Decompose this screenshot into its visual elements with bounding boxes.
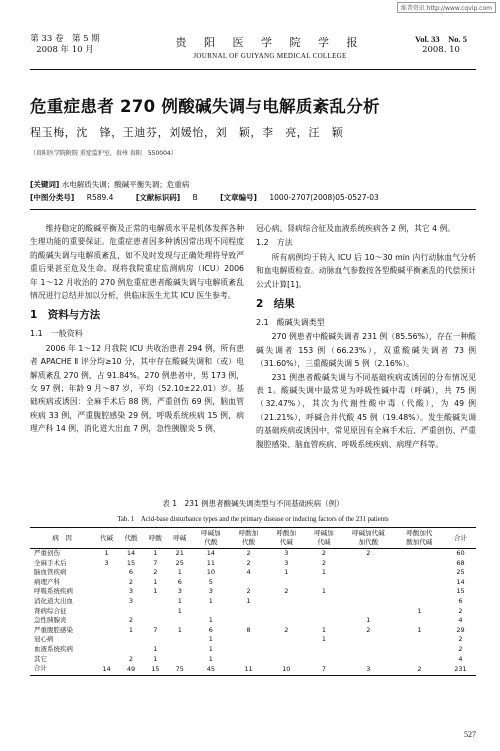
table-cell: 6 [458,596,463,605]
table-cell: 3 [128,587,134,596]
table-row [30,578,476,588]
table-cell: 231 [445,664,476,675]
clc-label: [中图分类号] [30,193,75,202]
table-cell: 3 [343,664,394,675]
column-header: 呼酸加 代酸 [230,528,268,549]
row-label-cell: 合计 [30,664,94,675]
column-header: 呼碱加 代碱 [305,528,343,549]
table-cell: 1 [321,625,327,634]
table-cell [230,645,268,655]
table-cell: 1 [366,616,371,625]
table-cell: 1 [246,596,251,605]
table-cell [267,607,305,617]
table-cell: 4 [458,654,463,663]
table-cell [394,635,445,645]
table-cell: 2 [458,635,463,644]
table-cell: 14 [94,664,118,675]
row-label-cell: 病理产科 [34,577,60,586]
column-header: 呼碱加代碱 加代酸 [343,528,394,549]
table-caption-en: Tab. 1 Acid-base disturbance types and the primary disease or inducing factors of the 231 patients [117,516,389,523]
table-cell: 6 [177,577,182,586]
table-cell [119,635,143,645]
table-cell: 15 [126,558,136,567]
watermark[interactable]: 维普资讯 http://www.cqvip.com [397,2,496,13]
table-cell [394,568,445,578]
table-cell: 7 [153,558,158,567]
table-cell: 25 [456,568,465,577]
table-cell: 2 [458,606,463,615]
table-cell: 68 [456,558,465,567]
page-number: 527 [464,730,476,739]
table-cell [305,645,343,655]
row-label-cell: 全麻手术后 [34,558,67,567]
row-label-cell: 呼吸系统疾病 [34,587,73,596]
table-cell [119,607,143,617]
journal-name-en: JOURNAL OF GUIYANG MEDICAL COLLEGE [193,52,347,60]
table-cell: 1 [208,596,213,605]
table-cell: 14 [126,549,136,557]
table-cell [343,607,394,617]
issue-info-cn [30,34,100,56]
table-cell: 2 [246,549,251,557]
table-cell: 14 [456,577,465,586]
table-cell: 1 [321,635,327,644]
classification-row [30,191,399,204]
table-cell [394,616,445,626]
table-cell [230,635,268,645]
row-label-cell: 严重创伤 [34,549,60,557]
table-cell: 1 [208,616,213,625]
table-cell [94,655,118,665]
table-cell: 1 [177,568,182,577]
table-cell [192,607,230,617]
table-cell: 1 [208,635,213,644]
table-cell [305,616,343,626]
article-id-label: [文章编号] [220,193,257,202]
table-cell: 2 [128,577,134,586]
column-header: 呼酸加 代碱 [267,528,305,549]
table-cell [343,568,394,578]
table-cell [119,645,143,655]
divider [30,209,476,210]
table-row [30,635,476,645]
table-cell [230,616,268,626]
table-cell: 49 [119,664,143,675]
table-cell [94,635,118,645]
table-cell: 2 [246,558,251,567]
table-cell [394,578,445,588]
table-cell: 14 [206,549,215,557]
table-cell: 60 [456,549,465,557]
row-label-cell: 消化道大出血 [34,596,73,605]
table-cell [94,626,118,636]
table-cell: 1 [177,625,182,634]
table-cell [143,607,167,617]
table-cell: 2 [366,625,371,634]
table-cell: 15 [456,587,465,596]
table-cell: 1 [153,654,158,663]
running-header [30,34,476,70]
clc-value: R589.4 [86,193,114,202]
table-cell: 2 [458,644,463,653]
column-header: 呼酸加代 酸加代碱 [394,528,445,549]
table-total-row [30,664,476,675]
table-cell: 3 [284,558,289,567]
table-cell: 2 [321,558,327,567]
keywords-label: [关键词] [30,180,60,189]
section-heading-results: 2 结果 [256,298,295,311]
table-cell: 21 [175,549,184,557]
volume-issue-en: Vol. 33 No. 5 [414,34,468,44]
table-cell: 10 [206,568,215,577]
table-cell: 29 [456,625,465,634]
table-cell [94,616,118,626]
table-cell [343,597,394,607]
table-cell: 1 [208,644,213,653]
table-cell: 5 [208,577,213,586]
table-cell: 3 [104,558,109,567]
table-cell: 6 [208,625,213,634]
subsection-heading-method: 1.2 方法 [256,238,293,248]
journal-name [150,34,390,60]
table-cell: 1 [153,644,158,653]
table-cell: 11 [230,664,268,675]
table-cell [143,597,167,607]
table-cell [168,655,192,665]
table-cell [94,597,118,607]
table-cell: 2 [128,616,134,625]
column-header: 合计 [445,528,476,549]
table-cell: 45 [192,664,230,675]
table-cell [343,559,394,569]
table-cell [267,645,305,655]
general-data-paragraph: 2006 年 1～12 月我院 ICU 共收治患者 294 例，所有患者 APACHE Ⅱ 评分均≥10 分，其中存在酸碱失调和（或）电解质紊乱 270 例，占 91.84%。270 例患者中，男 173 例，女 97 例；年龄 9 月～87 岁，平均（52.10±22.01）岁。基础疾病或诱因：全麻手术后 88 例，严重创伤 69 例，脑血管疾病 33 例，严重腹腔感染 29 例，呼吸系统疾病 15 例，病理产科 14 例，消化道大出血 7 例，急性胰腺炎 5 例， [30,343,244,434]
intro-paragraph: 维持稳定的酸碱平衡及正常的电解质水平是机体发挥各种生理功能的重要保证。危重症患者因多种诱因常出现不同程度的酸碱失调与电解质紊乱，如不及时发现与正确处理将导致严重后果甚至危及生命。现将我院重症监测病房（ICU）2006 年 1～12 月收治的 270 例危重症患者酸碱失调与电解质紊乱情况进行总结并加以分析，供临床医生尤其 ICU 医生参考。 [30,224,244,301]
right-column [256,222,476,451]
table-cell [94,587,118,597]
table-cell: 1 [177,606,182,615]
table-cell [230,655,268,665]
table-cell: 1 [177,596,182,605]
table-row [30,549,476,559]
table-cell [230,607,268,617]
journal-name-cn: 贵 阳 医 学 院 学 报 [175,36,365,49]
table-cell [94,607,118,617]
table-cell: 2 [246,587,251,596]
table-cell [168,645,192,655]
table-cell: 7 [305,664,343,675]
table-cell: 8 [246,625,251,634]
table-cell: 2 [128,654,134,663]
table-cell: 3 [208,587,213,596]
table-cell: 1 [153,549,158,557]
table-cell [143,635,167,645]
table-cell [305,578,343,588]
table-cell: 3 [284,549,289,557]
table-cell [168,635,192,645]
doc-code-value: B [192,193,198,202]
table-cell [305,607,343,617]
subsection-heading-types: 2.1 酸碱失调类型 [256,318,325,328]
row-label-cell: 冠心病 [34,635,54,644]
table-cell [267,635,305,645]
column-header: 代碱 [94,528,118,549]
table-row [30,607,476,617]
table-cell: 2 [284,587,289,596]
results-paragraph-2: 231 例患者酸碱失调与不同基础疾病或诱因的分布情况见表 1。酸碱失调中最常见为呼吸性碱中毒（呼碱），共 75 例（32.47%），其次为代谢性酸中毒（代酸），为 49 例（21.21%），呼碱合并代酸 45 例（19.48%）。发生酸碱失调的基础疾病或诱因中，常见原因有全麻手术后、严重创伤、严重腹腔感染、脑血管疾病、呼吸系统疾病、病理产科等。 [256,372,476,449]
row-label-cell: 脑血管疾病 [34,568,67,577]
table-cell [94,578,118,588]
table-cell: 1 [417,606,422,615]
row-label-cell: 其它 [34,654,47,663]
article-title: 危重症患者 270 例酸碱失调与电解质紊乱分析 [30,97,380,116]
table-cell [267,578,305,588]
table-cell: 6 [128,568,134,577]
column-header: 代酸 [119,528,143,549]
column-header: 呼碱加 代酸 [192,528,230,549]
table-cell [94,645,118,655]
article-id-value: 1000-2707(2008)05-0527-03 [269,193,379,202]
table-cell [343,645,394,655]
row-label-cell: 严重腹腔感染 [34,625,73,634]
table-cell [267,616,305,626]
table-cell [230,578,268,588]
table-cell: 1 [153,577,158,586]
table-cell [394,597,445,607]
volume-issue-cn: 第 33 卷 第 5 期 [30,34,100,44]
table-cell: 1 [321,568,327,577]
table-row [30,587,476,597]
table-cell: 10 [267,664,305,675]
table-cell: 4 [246,568,251,577]
table-cell [94,568,118,578]
table-cell: 1 [284,568,289,577]
column-header: 病 因 [30,528,94,549]
table-cell: 75 [168,664,192,675]
table-cell [305,597,343,607]
keywords-text: 水电解质失调；酸碱平衡失调；危重病 [61,180,190,189]
doc-code-label: [文献标识码] [135,193,181,202]
continued-paragraph: 冠心病、肾病综合征及血液系统疾病各 2 例，其它 4 例。 [256,224,456,233]
column-header: 呼碱 [168,528,192,549]
keywords-block [30,178,399,204]
table-cell [394,587,445,597]
date-cn: 2008 年 10 月 [36,45,94,55]
table-cell [394,559,445,569]
table-cell: 1 [128,625,134,634]
table-row [30,616,476,626]
table-cell: 2 [153,568,158,577]
table-cell [343,655,394,665]
table-cell: 1 [153,587,158,596]
table-row [30,597,476,607]
table-cell: 1 [321,587,327,596]
subsection-heading-general: 1.1 一般资料 [30,329,83,339]
table-cell: 11 [206,558,215,567]
table-row [30,568,476,578]
table-header-row [30,528,476,549]
table-cell [343,578,394,588]
table-cell: 2 [366,549,371,557]
keywords-row [30,178,399,191]
table-row [30,655,476,665]
table-cell [343,587,394,597]
table-cell: 25 [175,558,184,567]
left-column [30,222,244,436]
row-label-cell: 肾病综合征 [34,606,67,615]
row-label-cell: 血液系统疾病 [34,644,73,653]
table-cell: 3 [177,587,182,596]
table-cell [267,597,305,607]
data-table [30,527,476,676]
table-caption-cn: 表 1 231 例患者酸碱失调类型与不同基础疾病（例） [162,499,344,508]
table-cell: 2 [321,549,327,557]
results-paragraph-1: 270 例患者中酸碱失调者 231 例（85.56%），存在一种酸碱失调者 153 例（66.23%），双重酸碱失调者 73 例（31.60%），三重酸碱失调 5 例（2.16%）。 [256,332,476,369]
table-cell: 2 [394,664,445,675]
issue-info-en [406,34,476,56]
column-header: 呼酸 [143,528,167,549]
table-cell: 1 [208,654,213,663]
table-cell: 1 [104,549,109,557]
table-cell [305,655,343,665]
table-row [30,559,476,569]
method-paragraph: 所有病例均于转入 ICU 后 10～30 min 内行动脉血气分析和血电解质检查。动脉血气参数按各型酸碱平衡紊乱的代偿预计公式计算[1]。 [256,252,476,289]
table-cell: 7 [153,625,158,634]
table-row [30,626,476,636]
table-cell: 1 [417,625,422,634]
table-cell [394,645,445,655]
row-label-cell: 急性胰腺炎 [34,616,67,625]
table-cell [394,549,445,559]
table-cell: 4 [458,616,463,625]
table-cell [267,655,305,665]
table-row [30,645,476,655]
section-heading-methods: 1 资料与方法 [30,309,101,322]
table-cell [394,655,445,665]
table-cell [343,635,394,645]
author-list: 程玉梅，沈 锋，王迪芬，刘媛怡，刘 颖，李 亮，汪 颖 [30,126,344,139]
affiliation: （贵阳医学院附院 重症监护室，贵州 贵阳 550004） [30,150,177,157]
table-cell: 2 [284,625,289,634]
table-cell [168,616,192,626]
date-en: 2008. 10 [422,45,460,55]
table-cell: 15 [143,664,167,675]
table-cell [143,616,167,626]
table-cell: 3 [128,596,134,605]
